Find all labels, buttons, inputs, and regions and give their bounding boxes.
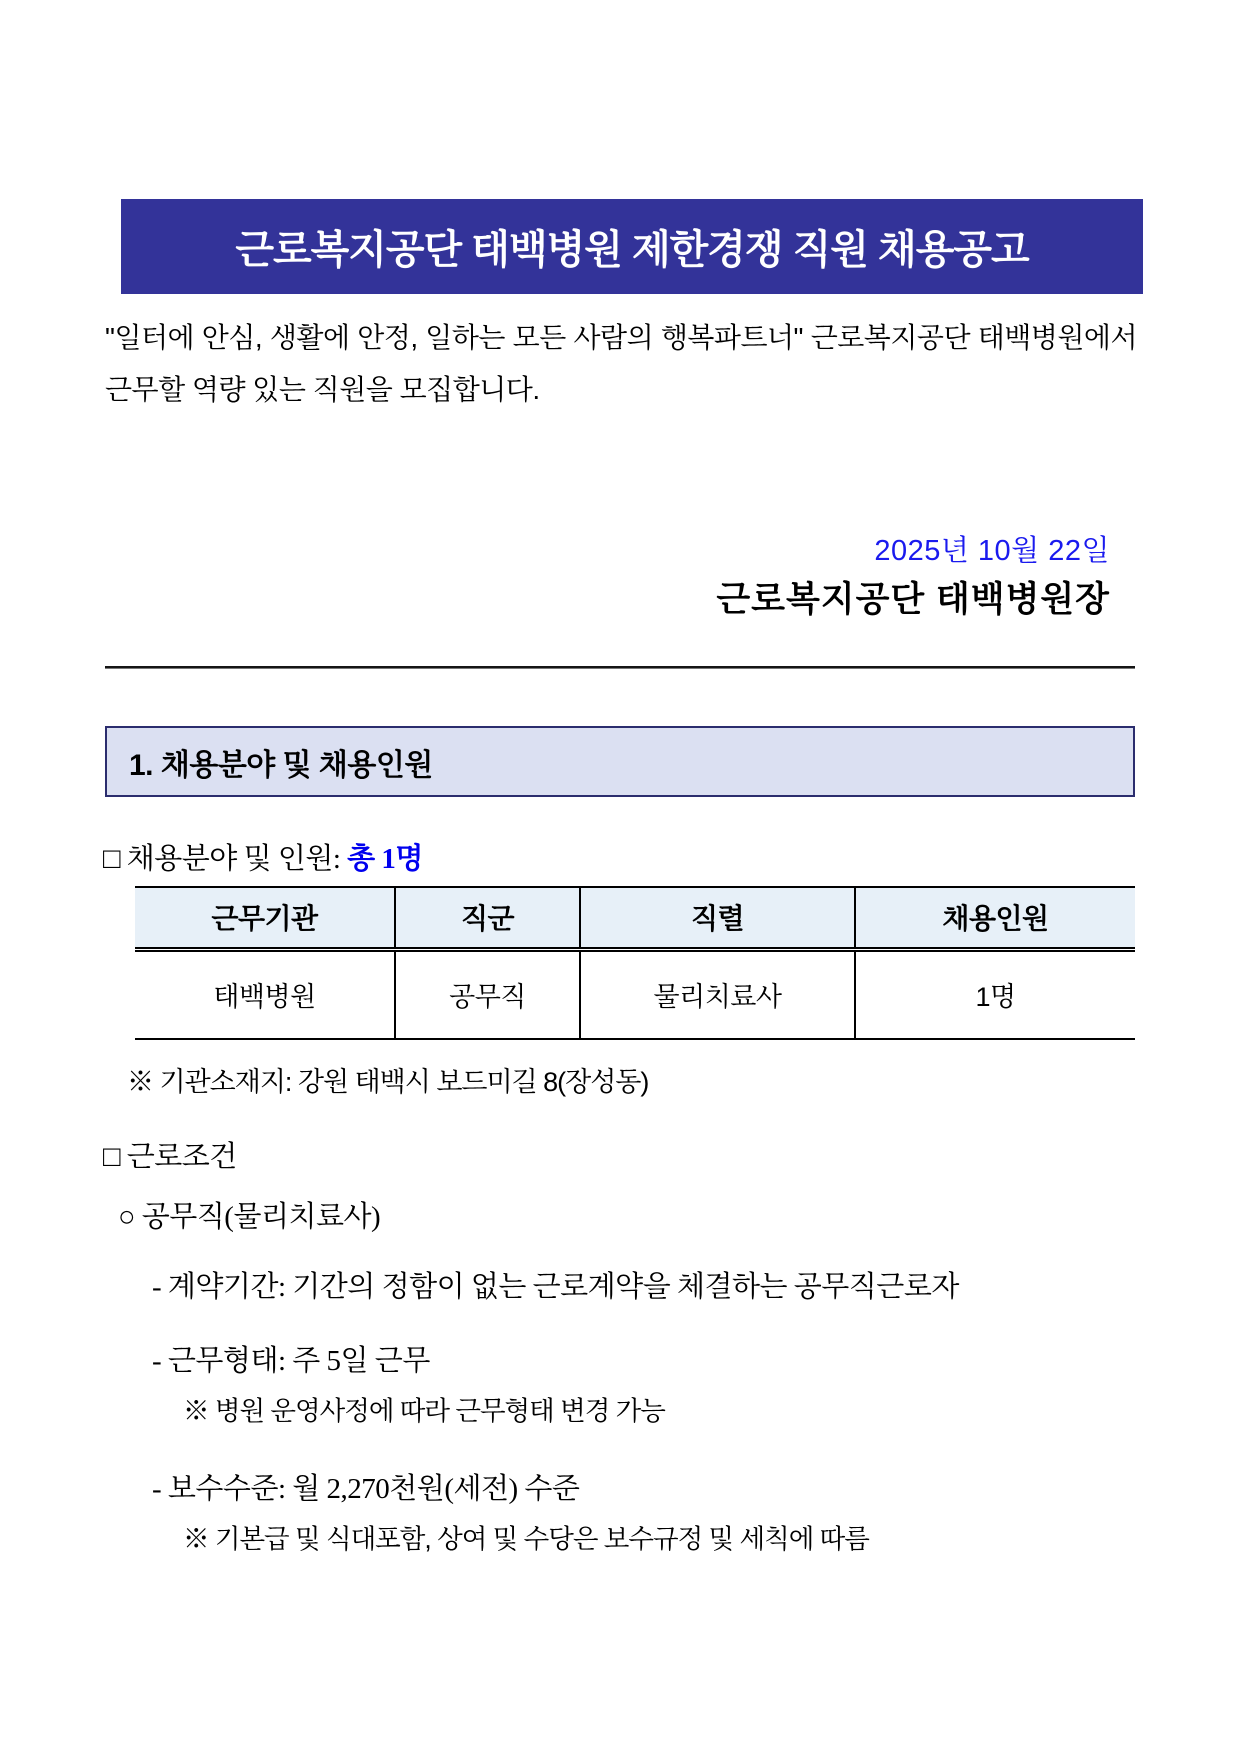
- table-header-workplace: 근무기관: [135, 887, 395, 949]
- table-cell-job-group: 공무직: [395, 949, 580, 1039]
- recruit-field-line: [103, 836, 423, 877]
- section-1-heading: [105, 726, 1135, 797]
- table-header-row: [135, 887, 1135, 949]
- issuer-signature: 근로복지공단 태백병원장: [716, 580, 1110, 619]
- location-note: ※ 기관소재지: 강원 태백시 보드미길 8(장성동): [127, 1067, 649, 1097]
- job-type-label: ○ 공무직(물리치료사): [118, 1201, 381, 1233]
- condition-work-schedule: - 근무형태: 주 5일 근무: [152, 1345, 430, 1377]
- table-header-headcount: 채용인원: [855, 887, 1135, 949]
- condition-salary: - 보수수준: 월 2,270천원(세전) 수준: [152, 1473, 580, 1505]
- table-cell-workplace: 태백병원: [135, 949, 395, 1039]
- table-header-job-group: 직군: [395, 887, 580, 949]
- table-cell-job-series: 물리치료사: [580, 949, 855, 1039]
- condition-contract-period: - 계약기간: 기간의 정함이 없는 근로계약을 체결하는 공무직근로자: [152, 1271, 959, 1303]
- table-cell-headcount: 1명: [855, 949, 1135, 1039]
- section-1-heading-label: 1. 채용분야 및 채용인원: [129, 748, 433, 782]
- document-title: 근로복지공단 태백병원 제한경쟁 직원 채용공고: [235, 228, 1029, 272]
- title-banner: [121, 199, 1143, 294]
- table-row: [135, 949, 1135, 1039]
- intro-paragraph: "일터에 안심, 생활에 안정, 일하는 모든 사람의 행복파트너" 근로복지공단 태백병원에서 근무할 역량 있는 직원을 모집합니다.: [105, 322, 1137, 405]
- recruit-field-value: 총 1명: [347, 843, 423, 875]
- table-header-job-series: 직렬: [580, 887, 855, 949]
- recruitment-table: [135, 886, 1135, 1040]
- recruit-field-label: □ 채용분야 및 인원:: [103, 843, 348, 875]
- condition-work-schedule-note: ※ 병원 운영사정에 따라 근무형태 변경 가능: [183, 1396, 665, 1426]
- condition-salary-note: ※ 기본급 및 식대포함, 상여 및 수당은 보수규정 및 세칙에 따름: [183, 1524, 869, 1554]
- announcement-date: 2025년 10월 22일: [874, 535, 1110, 567]
- horizontal-divider: [105, 666, 1135, 669]
- work-conditions-label: □ 근로조건: [103, 1141, 237, 1173]
